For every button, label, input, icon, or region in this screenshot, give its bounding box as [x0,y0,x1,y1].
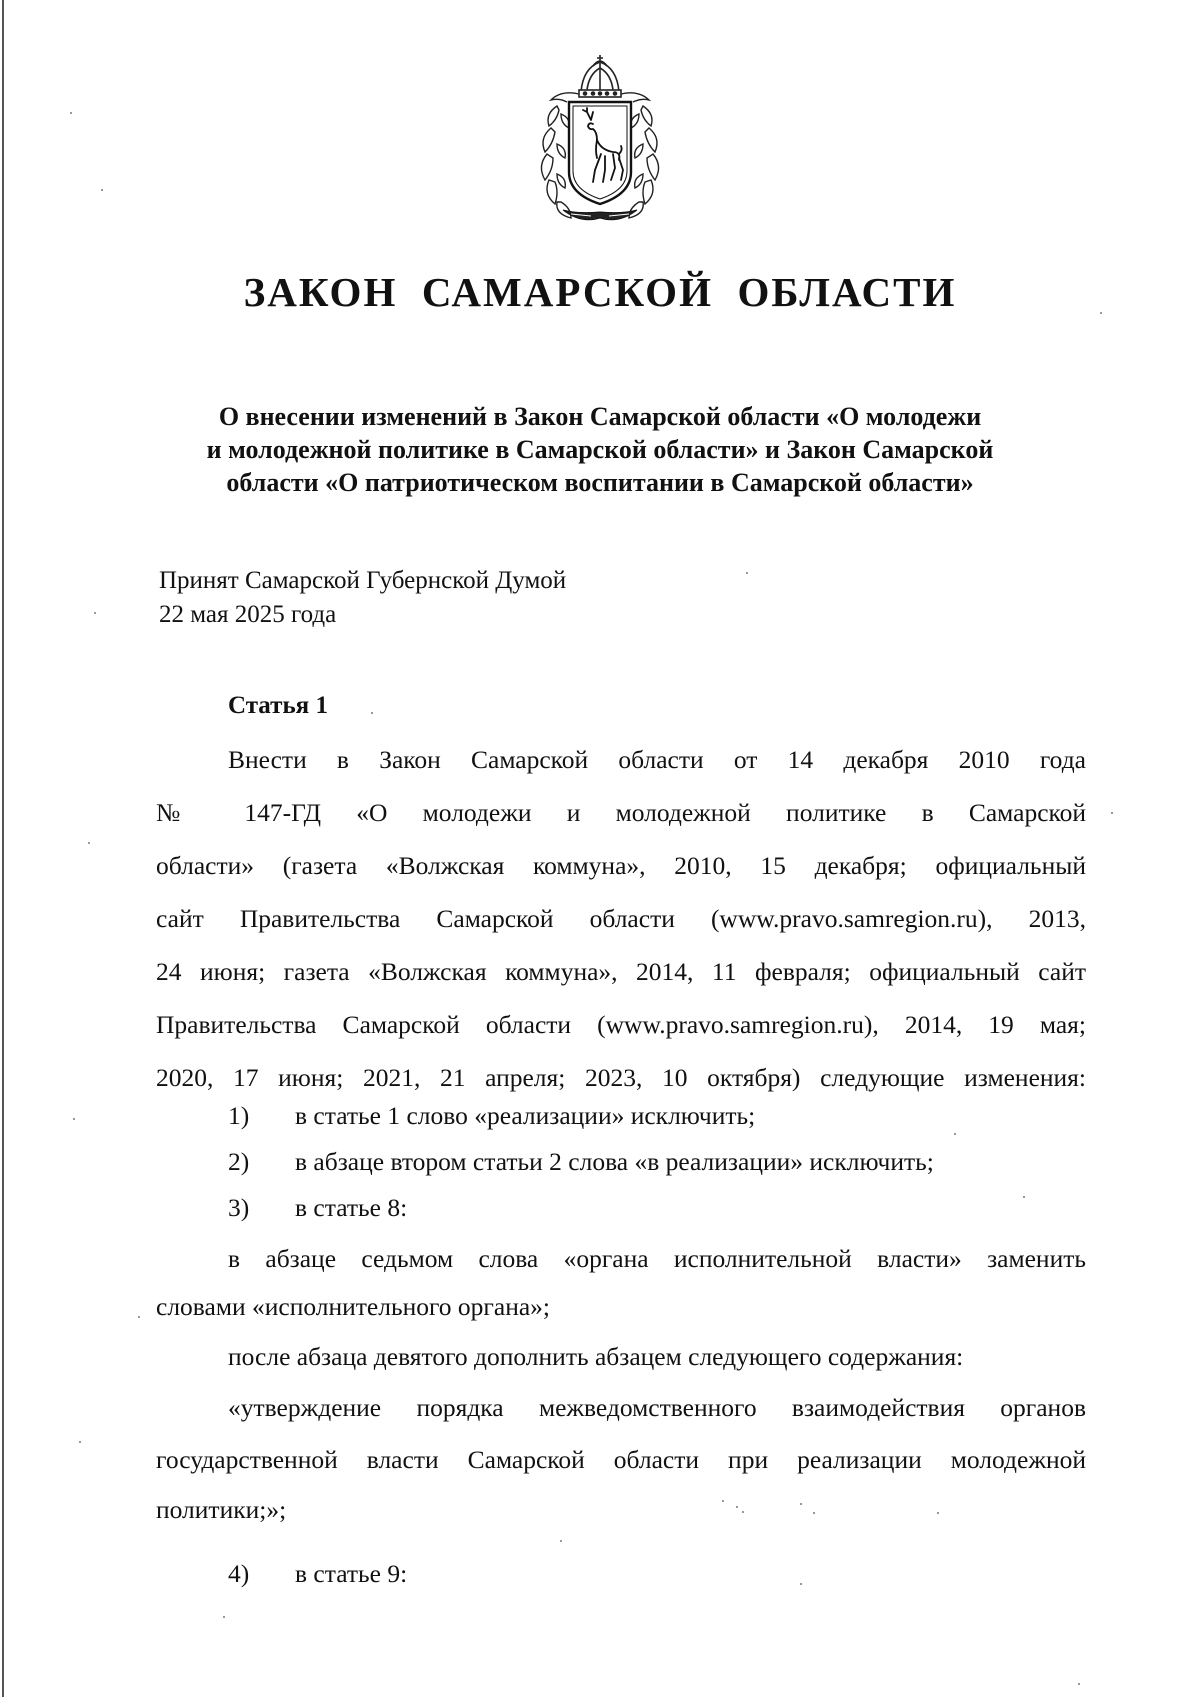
article-text-line: политики;»; [156,1495,287,1524]
scan-speck [813,1512,815,1514]
scan-speck [746,572,748,574]
scan-speck [88,842,90,844]
scan-speck [101,189,103,191]
adoption-date: 22 мая 2025 года [159,601,337,628]
article-text-line: № 147-ГД «О молодежи и молодежной политике в Самарской [156,798,1086,827]
article-text-line: 24 июня; газета «Волжская коммуна», 2014, 11 февраля; официальный сайт [156,957,1086,986]
item-text: в статье 9: [295,1559,408,1588]
scan-speck [722,1500,724,1502]
item-number: 1) [228,1101,250,1130]
scan-speck [1023,1196,1025,1198]
article-title: Статья 1 [228,692,328,719]
scan-speck [79,1441,81,1443]
article-text-line: в абзаце седьмом слова «органа исполнительной власти» заменить [228,1244,1086,1273]
scan-speck [94,612,96,614]
scan-speck [736,1506,738,1508]
scan-speck [560,1540,562,1542]
law-title: ЗАКОН САМАРСКОЙ ОБЛАСТИ [243,269,957,315]
article-text-line: Внести в Закон Самарской области от 14 декабря 2010 года [228,745,1086,774]
scan-speck [800,1583,802,1585]
scan-speck [1111,812,1113,814]
scan-speck [800,1503,802,1505]
item-text: в статье 8: [295,1193,408,1222]
scan-speck [371,712,373,714]
subtitle-line: и молодежной политике в Самарской области» и Закон Самарской [206,435,994,464]
article-text-line: после абзаца девятого дополнить абзацем следующего содержания: [228,1342,964,1371]
adoption-body: Принят Самарской Губернской Думой [159,567,567,594]
scan-speck [954,1133,956,1135]
scan-speck [1078,1683,1080,1685]
scan-speck [937,1512,939,1514]
article-text-line: Правительства Самарской области (www.pravo.samregion.ru), 2014, 19 мая; [156,1010,1086,1039]
scan-speck [73,1118,75,1120]
law-subtitle [150,400,1050,499]
item-number: 2) [228,1147,250,1176]
scan-speck [742,1511,744,1513]
article-text-line: сайт Правительства Самарской области (www.pravo.samregion.ru), 2013, [156,904,1086,933]
article-text-line: государственной власти Самарской области при реализации молодежной [156,1445,1086,1474]
article-text-line: 2020, 17 июня; 2021, 21 апреля; 2023, 10 октября) следующие изменения: [156,1063,1086,1092]
article-text-line: «утверждение порядка межведомственного взаимодействия органов [228,1393,1086,1422]
subtitle-line: О внесении изменений в Закон Самарской области «О молодежи [218,402,982,431]
item-number: 4) [228,1559,250,1588]
scan-speck [138,1316,140,1318]
samara-coat-of-arms-icon [531,54,669,226]
item-text: в статье 1 слово «реализации» исключить; [295,1101,756,1130]
page-edge-line [2,0,4,1697]
item-text: в абзаце втором статьи 2 слова «в реализации» исключить; [295,1147,934,1176]
item-number: 3) [228,1193,250,1222]
adoption-note [159,564,566,632]
scan-speck [70,112,72,114]
article-text-line: области» (газета «Волжская коммуна», 2010, 15 декабря; официальный [156,851,1086,880]
scan-speck [1100,312,1102,314]
scan-speck [223,1616,225,1618]
subtitle-line: области «О патриотическом воспитании в Самарской области» [226,468,974,497]
article-text-line: словами «исполнительного органа»; [156,1292,551,1321]
